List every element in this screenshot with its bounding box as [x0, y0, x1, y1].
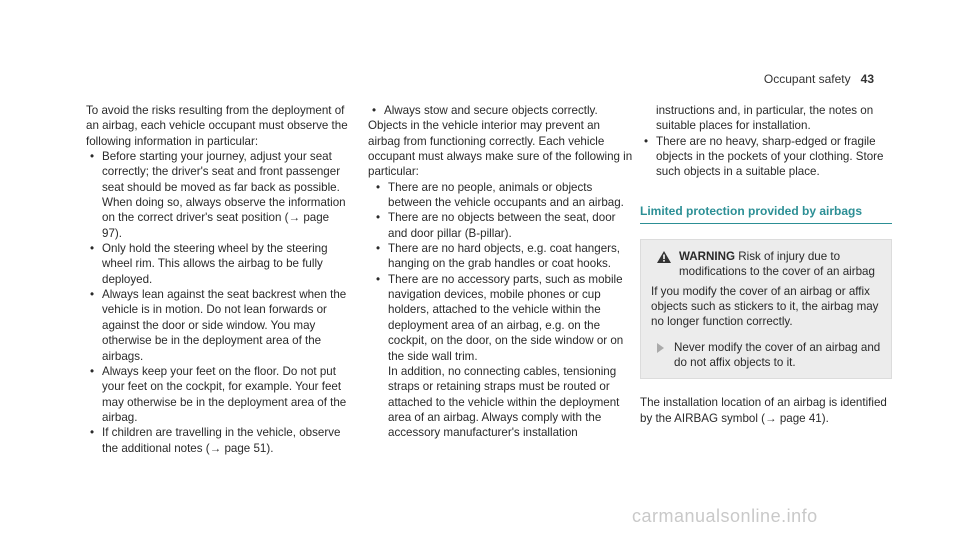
section-name: Occupant safety: [763, 72, 851, 86]
list-item-continuation: When doing so, always observe the information on the correct driver's seat position (→ page 97).: [102, 196, 346, 240]
play-arrow-icon: [657, 343, 664, 353]
list-item: • Before starting your journey, adjust your seat correctly; the driver's seat and front passenger seat should be moved as far back as possible. When doing so, always observe the information on the correct driver's seat position (→ page 97).: [86, 149, 352, 241]
section-title: Limited protection provided by airbags: [640, 204, 892, 224]
list-item: • There are no people, animals or objects between the vehicle occupants and an airbag.: [374, 180, 634, 211]
column-2: [368, 103, 634, 441]
watermark: carmanualsonline.info: [632, 506, 818, 526]
list-item: • Always keep your feet on the floor. Do not put your feet on the cockpit, for example. Your feet may otherwise be in the deployment area of the airbag.: [86, 364, 352, 425]
warning-heading: Risk of injury due to modifications to the cover of an airbag: [679, 250, 875, 279]
airbag-location-paragraph: The installation location of an airbag is identified by the AIRBAG symbol (→ page 41).: [640, 396, 887, 425]
safety-list: [86, 149, 352, 456]
warning-step-text: Never modify the cover of an airbag and do not affix objects to it.: [674, 340, 881, 370]
page-header: [764, 72, 874, 86]
list-item: • Only hold the steering wheel by the steering wheel rim. This allows the airbag to be fully deployed.: [86, 241, 352, 287]
continued-text: instructions and, in particular, the notes on suitable places for installation.: [656, 104, 874, 133]
list-item: • If children are travelling in the vehicle, observe the additional notes (→ page 51).: [86, 425, 352, 456]
intro-paragraph: To avoid the risks resulting from the deployment of an airbag, each vehicle occupant must observe the following information in particular:: [86, 104, 348, 148]
column-1: [86, 103, 352, 456]
warning-icon: [657, 251, 671, 263]
warning-step: [651, 340, 881, 371]
warning-label: WARNING: [679, 250, 736, 264]
list-item: • Always lean against the seat backrest when the vehicle is in motion. Do not lean forwards or against the door or side window. You may otherwise be in the deployment area of the airbags.: [86, 287, 352, 364]
warning-body: If you modify the cover of an airbag or affix objects such as stickers to it, the airbag may no longer function correctly.: [651, 284, 879, 329]
objects-list: [374, 180, 634, 441]
list-item: • There are no accessory parts, such as mobile navigation devices, mobile phones or cup holders, attached to the vehicle within the deployment area of an airbag, e.g. on the cockpit, on the door, on the side window or on the side wall trim. In addition, no connecting cables, tensioning straps or retaining straps must be routed or attached to the vehicle within the deployment area of an airbag. Always comply with the accessory manufacturer's installation: [374, 272, 634, 441]
objects-paragraph: Objects in the vehicle interior may prevent an airbag from functioning correctly. Each vehicle occupant must always make sure of the following in particular:: [368, 119, 633, 179]
warning-box: [640, 239, 892, 379]
list-item-continuation: In addition, no connecting cables, tensioning straps or retaining straps must be routed or attached to the vehicle within the deployment area of an airbag. Always comply with the accessory manufacturer's installation: [388, 364, 620, 440]
column-3: [640, 103, 892, 426]
list-item: • There are no heavy, sharp-edged or fragile objects in the pockets of your clothing. Store such objects in a suitable place.: [640, 134, 892, 180]
page-number: 43: [860, 72, 874, 86]
list-item: • There are no objects between the seat, door and door pillar (B-pillar).: [374, 210, 634, 241]
list-item: • There are no hard objects, e.g. coat hangers, hanging on the grab handles or coat hooks.: [374, 241, 634, 272]
list-item: • Always stow and secure objects correctly.: [368, 103, 634, 118]
